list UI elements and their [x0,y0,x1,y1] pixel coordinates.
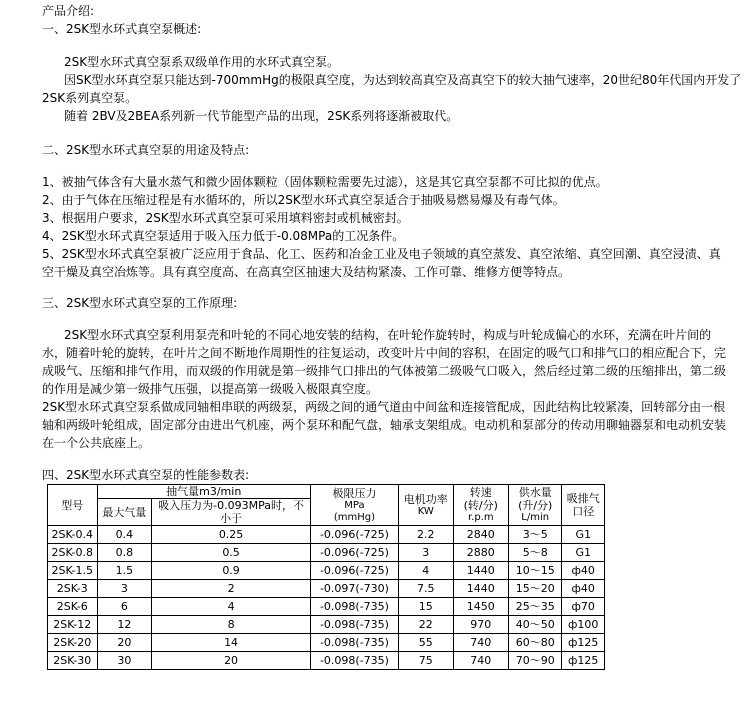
col-flow-at: 吸入压力为-0.093MPa时，不小于 [152,499,311,526]
table-row [48,652,605,670]
col-water-label: 供水量 [518,486,552,499]
col-water-unit-2: L/min [521,512,550,523]
cell-speed: 1440 [453,580,508,598]
table-header-row [48,485,605,499]
cell-model: 2SK-3 [48,580,98,598]
cell-power: 2.2 [398,526,453,544]
col-water-unit: (升/分) [518,499,553,512]
cell-port: ф125 [562,652,605,670]
cell-pressure: -0.097(-730) [310,580,398,598]
section-2-heading: 二、2SK型水环式真空泵的用途及特点: [42,143,250,157]
cell-water: 40～50 [508,616,561,634]
section-1-para-2a: 因SK型水环真空泵只能达到-700mmHg的极限真空度，为达到较高真空及高真空下的较大抽气速率，20世纪80年代国内开发了 [64,73,742,87]
section-1-para-1: 2SK型水环式真空泵系双级单作用的水环式真空泵。 [64,55,340,69]
cell-water: 5～8 [508,544,561,562]
performance-table [47,484,605,670]
section-3-para-1: 2SK型水环式真空泵利用泵壳和叶轮的不同心地安装的结构，在叶轮作旋转时，构成与叶轮成偏心的水环，充满在叶片间的水，随着叶轮的旋转，在叶片之间不断地作周期性的往复运动，改变叶片中间的容积，在固定的吸气口和排气口的相应配合下，完成吸气、压缩和排气作用，而双级的作用就是第一级排气口排出的气体被第二级吸气口吸入，然后经过第二级的压缩排出，第二级的作用是减少第一级排气压强，以提高第一级吸入极限真空度。 [42,328,727,396]
section-4-heading: 四、2SK型水环式真空泵的性能参数表: [42,468,250,482]
col-power [398,485,453,526]
section-1-heading: 一、2SK型水环式真空泵概述: [42,22,202,36]
cell-port: ф100 [562,616,605,634]
cell-power: 15 [398,598,453,616]
section-3-heading: 三、2SK型水环式真空泵的工作原理: [42,296,238,310]
col-pressure [310,485,398,526]
cell-water: 25～35 [508,598,561,616]
cell-water: 60～80 [508,634,561,652]
cell-pressure: -0.098(-735) [310,598,398,616]
section-2-item-3: 3、根据用户要求，2SK型水环式真空泵可采用填料密封或机械密封。 [42,211,409,225]
col-port-unit: 口径 [572,505,595,518]
cell-max: 3 [97,580,152,598]
cell-speed: 740 [453,634,508,652]
cell-water: 15～20 [508,580,561,598]
col-pressure-label: 极限压力 [332,486,377,500]
cell-port: ф40 [562,580,605,598]
cell-speed: 970 [453,616,508,634]
cell-model: 2SK-30 [48,652,98,670]
col-port [562,485,605,526]
doc-title: 产品介绍: [42,4,95,18]
section-1-para-3: 随着 2BV及2BEA系列新一代节能型产品的出现，2SK系列将逐渐被取代。 [64,109,459,123]
cell-power: 75 [398,652,453,670]
col-speed-label: 转速 [469,486,492,499]
section-2-item-1: 1、被抽气体含有大量水蒸气和微少固体颗粒（固体颗粒需要先过滤），这是其它真空泵都不可比拟的优点。 [42,175,608,189]
cell-at: 0.5 [152,544,311,562]
section-3-para-2: 2SK型水环式真空泵系做成同轴相串联的两级泵，两级之间的通气道由中间盆和连接管配成，因此结构比较紧凑，回转部分由一根轴和两级叶轮组成，固定部分由进出气机座，两个泵环和配气盘，轴承支架组成。电动机和泵部分的传动用聊轴器泵和电动机安装在一个公共底座上。 [42,400,727,450]
table-row [48,634,605,652]
section-2-item-4: 4、2SK型水环式真空泵适用于吸入压力低于-0.08MPa的工况条件。 [42,229,405,243]
col-pressure-unit: MPa [344,499,365,511]
cell-port: ф70 [562,598,605,616]
cell-model: 2SK-0.4 [48,526,98,544]
cell-at: 14 [152,634,311,652]
table-row [48,544,605,562]
cell-port: ф40 [562,562,605,580]
cell-pressure: -0.098(-735) [310,652,398,670]
cell-at: 2 [152,580,311,598]
cell-pressure: -0.098(-735) [310,616,398,634]
col-water [508,485,561,526]
cell-power: 3 [398,544,453,562]
cell-max: 20 [97,634,152,652]
cell-at: 20 [152,652,311,670]
cell-power: 7.5 [398,580,453,598]
col-model: 型号 [48,485,98,526]
cell-max: 30 [97,652,152,670]
section-2-item-5: 5、2SK型水环式真空泵被广泛应用于食品、化工、医药和冶金工业及电子领域的真空蒸发、真空浓缩、真空回潮、真空浸渍、真空干燥及真空冶炼等。具有真空度高、在高真空区抽速大及结构紧凑、工作可靠、维修方便等特点。 [42,247,721,279]
cell-speed: 2880 [453,544,508,562]
col-speed [453,485,508,526]
cell-port: G1 [562,526,605,544]
cell-power: 55 [398,634,453,652]
cell-speed: 1440 [453,562,508,580]
cell-model: 2SK-20 [48,634,98,652]
cell-at: 0.25 [152,526,311,544]
table-row [48,526,605,544]
cell-model: 2SK-0.8 [48,544,98,562]
cell-max: 6 [97,598,152,616]
col-pressure-unit-2: (mmHg) [333,511,376,523]
cell-pressure: -0.096(-725) [310,526,398,544]
cell-at: 4 [152,598,311,616]
cell-power: 22 [398,616,453,634]
cell-speed: 740 [453,652,508,670]
cell-pressure: -0.096(-725) [310,544,398,562]
cell-at: 8 [152,616,311,634]
cell-water: 10～15 [508,562,561,580]
table-row [48,580,605,598]
cell-model: 2SK-1.5 [48,562,98,580]
cell-max: 1.5 [97,562,152,580]
section-1-para-2b: 2SK系列真空泵。 [42,91,138,105]
col-speed-unit: (转/分) [463,499,498,512]
col-power-unit: KW [417,505,434,517]
cell-speed: 1450 [453,598,508,616]
table-row [48,562,605,580]
cell-pressure: -0.098(-735) [310,634,398,652]
col-port-label: 吸排气 [566,492,600,505]
col-speed-unit-2: r.p.m [467,512,494,523]
cell-max: 12 [97,616,152,634]
table-row [48,598,605,616]
cell-model: 2SK-6 [48,598,98,616]
cell-max: 0.4 [97,526,152,544]
col-flow: 抽气量m3/min [97,485,310,499]
cell-speed: 2840 [453,526,508,544]
cell-model: 2SK-12 [48,616,98,634]
table-row [48,616,605,634]
cell-at: 0.9 [152,562,311,580]
cell-water: 3～5 [508,526,561,544]
cell-port: ф125 [562,634,605,652]
col-power-label: 电机功率 [403,492,448,506]
section-2-item-2: 2、由于气体在压缩过程是有水循环的，所以2SK型水环式真空泵适合于抽吸易燃易爆及有毒气体。 [42,193,565,207]
cell-port: G1 [562,544,605,562]
cell-water: 70～90 [508,652,561,670]
cell-max: 0.8 [97,544,152,562]
cell-pressure: -0.096(-725) [310,562,398,580]
cell-power: 4 [398,562,453,580]
col-flow-max: 最大气量 [97,499,152,526]
